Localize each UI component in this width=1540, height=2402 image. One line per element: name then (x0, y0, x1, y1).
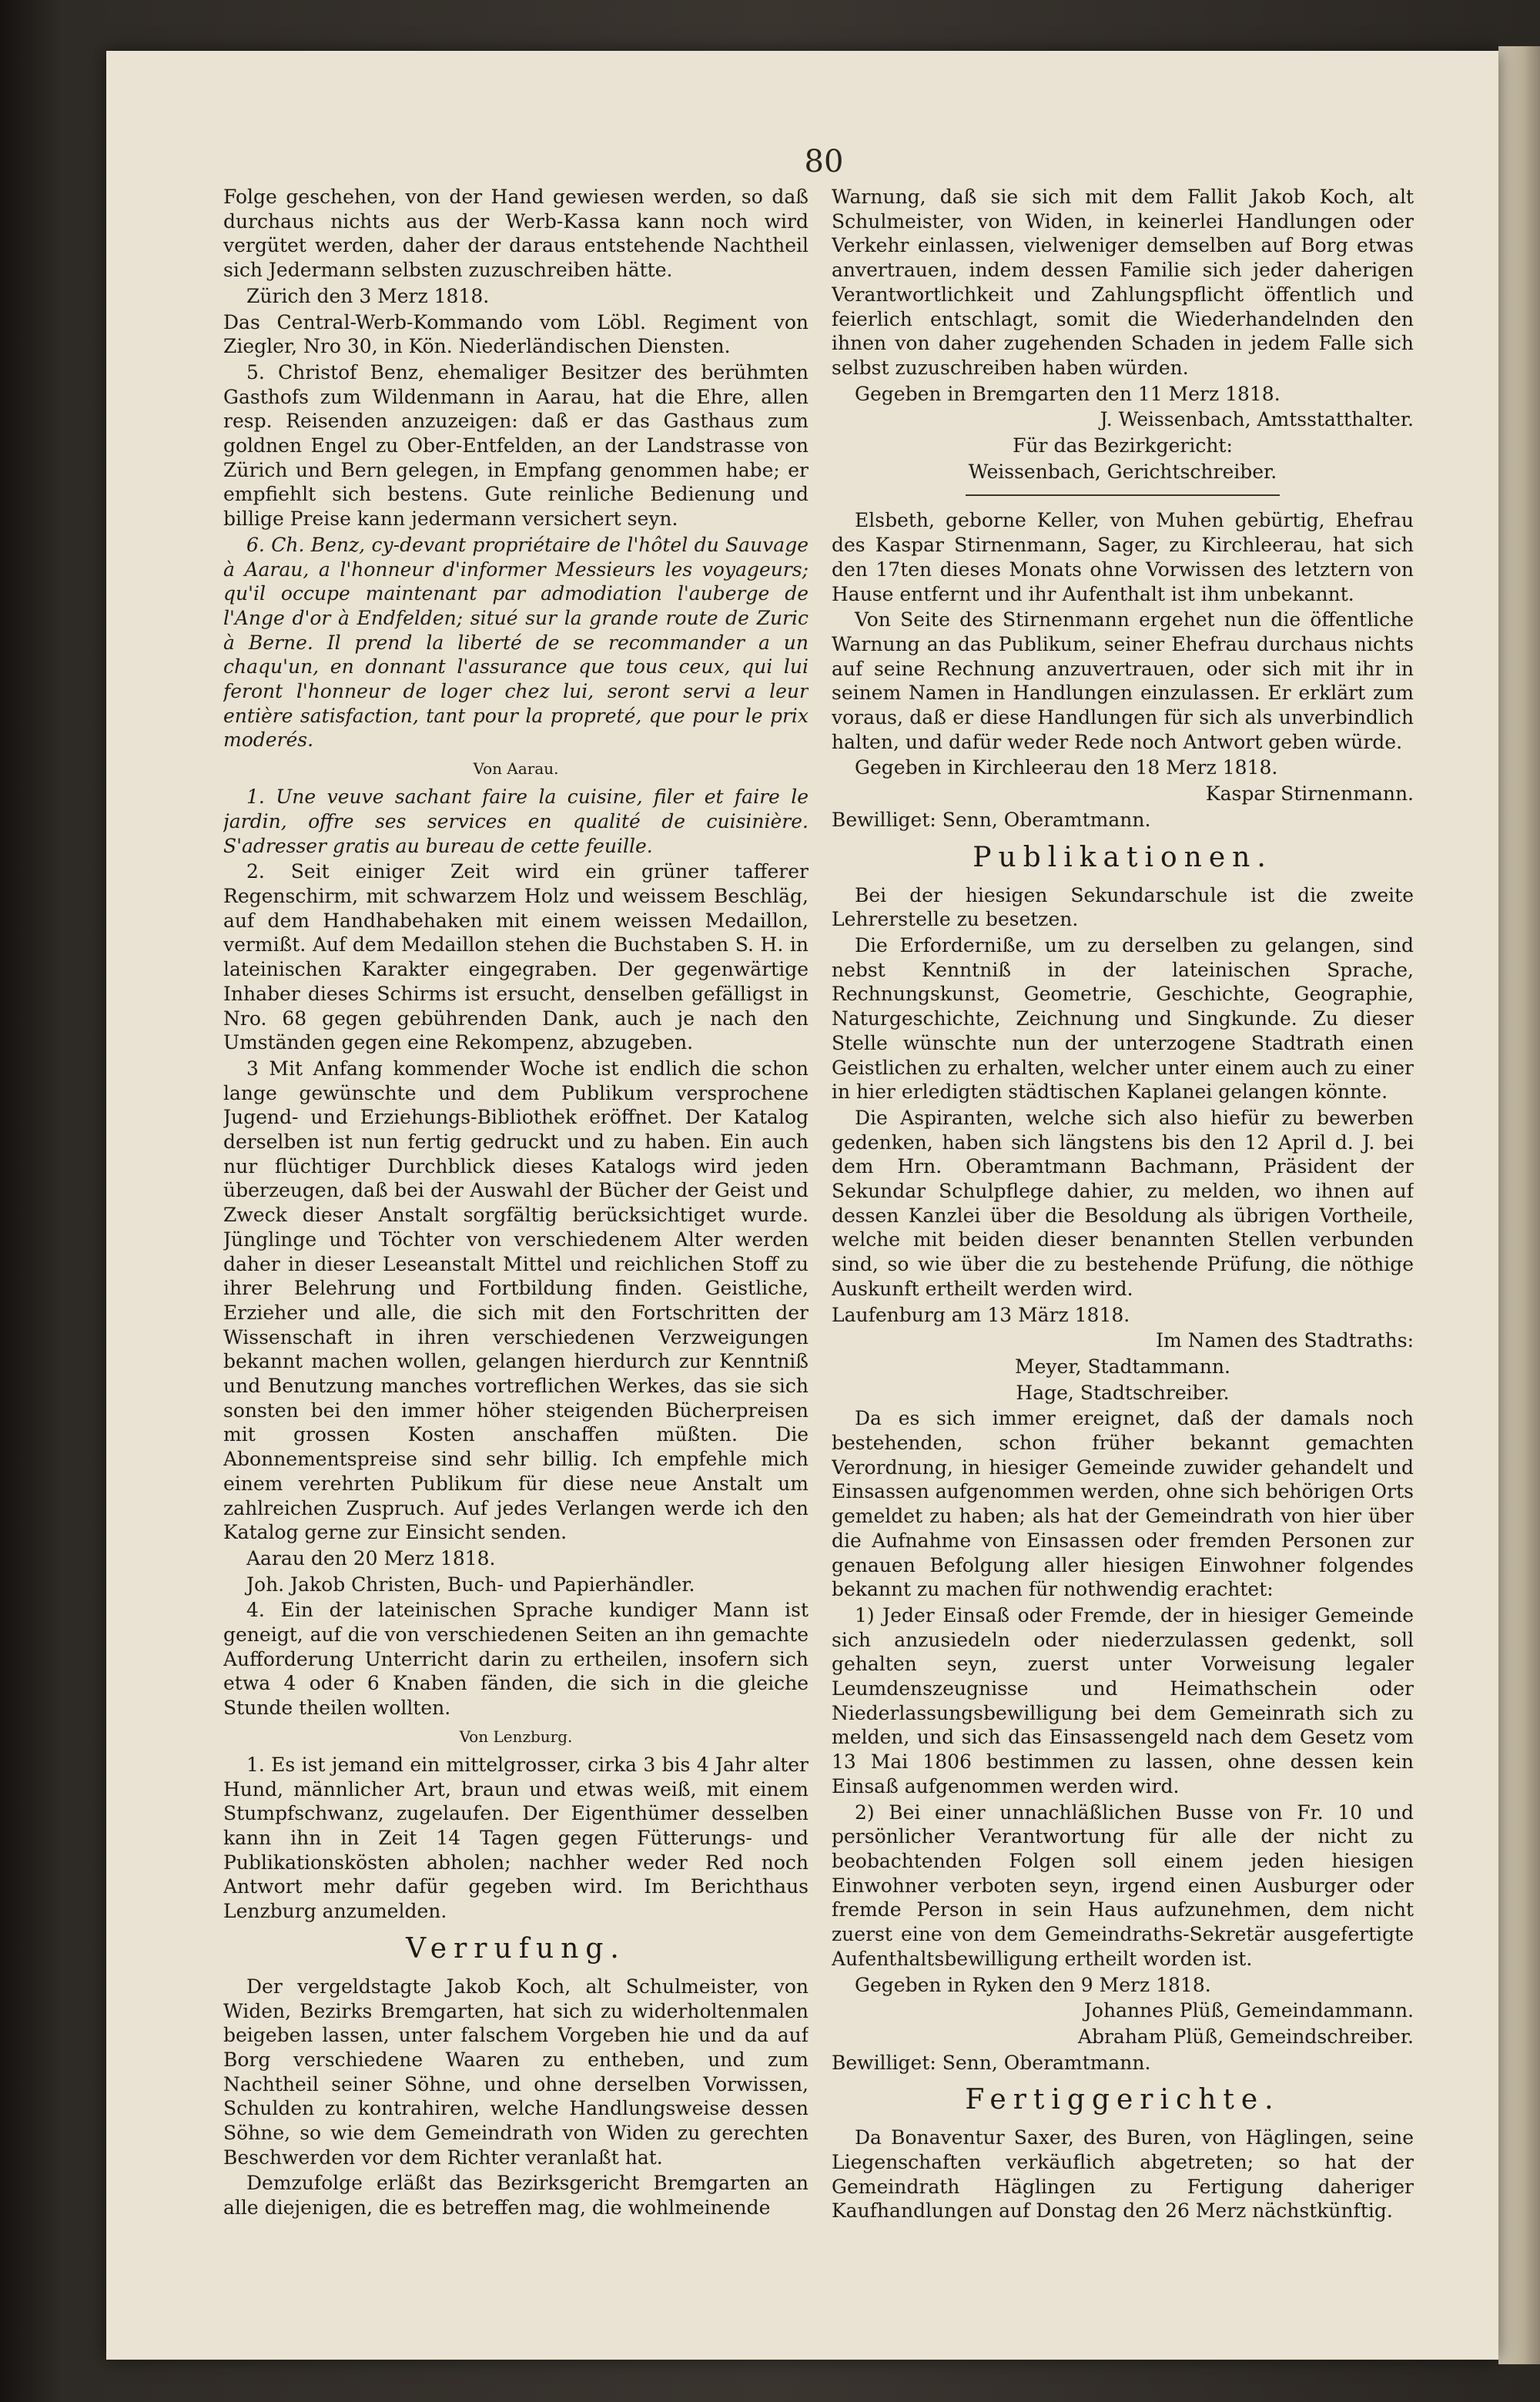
approval-senn-2: Bewilliget: Senn, Oberamtmann. (832, 2051, 1151, 2074)
place-date-laufenburg: Laufenburg am 13 März 1818. (832, 1303, 1130, 1326)
paragraph-ryken-rule-1: 1) Jeder Einsaß oder Fremde, der in hiesiger Gemeinde sich anzusiedeln oder niederzulassen gedenkt, soll gehalten seyn, zuerst unter Vorweisung legaler Leumdenszeugnisse und Heimathschein oder Niederlassungsbewilligung bei dem Gemeinrath sich zu melden, und sich das Einsassengeld nach dem Gesetz vom 13 Mai 1806 bestimmen zu lassen, ohne dessen kein Einsaß aufgenommen werden wird. (832, 1603, 1414, 1797)
page-edge (1498, 46, 1540, 2364)
paragraph-stirnenmann-2: Von Seite des Stirnenmann ergehet nun die öffentliche Warnung an das Publikum, seiner Ehefrau durchaus nichts auf seine Rechnung anzuvertrauen, oder sich mit ihr in seinem Namen in Handlungen einzulassen. Er erklärt zum voraus, daß er diese Handlungen für sich als unverbindlich halten, und dafür weder Rede noch Antwort geben würde. (832, 608, 1414, 753)
section-divider (966, 494, 1280, 496)
paragraph-verrufung-1: Der vergeldstagte Jakob Koch, alt Schulmeister, von Widen, Bezirks Bremgarten, hat sich zu widerholtenmalen beigeben lassen, unter falschem Vorgeben hie und da auf Borg verschiedene Waaren zu entheben, und zum Nachtheil seiner Söhne, und ohne derselben Vorwissen, Schulden zu kontrahiren, welche Handlungsweise dessen Söhne, so wie dem Gemeindrath von Widen zu gerechten Beschwerden vor dem Richter veranlaßt hat. (223, 1975, 808, 2169)
signature-johannes-pluess: Johannes Plüß, Gemeindammann. (1083, 1999, 1414, 2022)
paragraph-aarau-4: 4. Ein der lateinischen Sprache kundiger Mann ist geneigt, auf die von verschiedenen Seiten an ihn gemachte Aufforderung Unterricht darin zu ertheilen, insofern sich etwa 4 oder 6 Knaben fänden, die sich in die gleiche Stunde theilen wollten. (223, 1599, 808, 1720)
signature-bezirkgericht-label: Für das Bezirkgericht: (1013, 434, 1233, 457)
signature-stirnenmann: Kaspar Stirnenmann. (1205, 782, 1414, 806)
place-date-bremgarten: Gegeben in Bremgarten den 11 Merz 1818. (855, 382, 1281, 405)
paragraph-lenzburg-1: 1. Es ist jemand ein mittelgrosser, cirka 3 bis 4 Jahr alter Hund, männlicher Art, braun und etwas weiß, mit einem Stumpfschwanz, zugelaufen. Der Eigenthümer desselben kann ihn in Zeit 14 Tagen gegen Fütterungs- und Publikationskösten abholen; nachher weder Red noch Antwort mehr dafür gegeben wird. Im Berichthaus Lenzburg anzumelden. (223, 1753, 808, 1923)
subheading-aarau: Von Aarau. (473, 759, 559, 779)
signature-hage: Hage, Stadtschreiber. (1016, 1381, 1230, 1404)
paragraph-stirnenmann-1: Elsbeth, geborne Keller, von Muhen gebürtig, Ehefrau des Kaspar Stirnenmann, Sager, zu Kirchleerau, hat sich den 17ten dieses Monats ohne Vorwissen des letztern von Hause entfernt und ihr Aufenthalt ist ihm unbekannt. (832, 509, 1414, 605)
signature-weissenbach: J. Weissenbach, Amtsstatthalter. (1100, 408, 1414, 431)
heading-verrufung: Verrufung. (406, 1932, 626, 1965)
subheading-lenzburg: Von Lenzburg. (459, 1727, 573, 1746)
paragraph-publikationen-3: Die Aspiranten, welche sich also hiefür zu bewerben gedenken, haben sich längstens bis den 12 April d. J. bei dem Hrn. Oberamtmann Bachmann, Präsident der Sekundar Schulpflege dahier, zu melden, wo ihnen auf dessen Kanzlei über die Besoldung als übrigen Vortheile, welche mit beiden dieser benannten Stellen verbunden sind, so wie über die zu bestehende Prüfung, die nöthige Auskunft ertheilt werden wird. (832, 1106, 1414, 1300)
paragraph-ryken-rule-2: 2) Bei einer unnachläßlichen Busse von Fr. 10 und persönlicher Verantwortung für alle der nicht zu beobachtenden Folgen soll einem jeden hiesigen Einwohner verboten seyn, irgend einen Ausburger oder fremde Person in sein Haus aufzunehmen, dem nicht zuerst eine von dem Gemeindraths-Sekretär ausgefertigte Aufenthaltsbewilligung ertheilt worden ist. (832, 1801, 1414, 1970)
signature-stadtrath-label: Im Namen des Stadtraths: (1156, 1329, 1414, 1352)
page-number: 80 (804, 144, 844, 179)
paragraph-aarau-3: 3 Mit Anfang kommender Woche ist endlich die schon lange gewünschte und dem Publikum versprochene Jugend- und Erziehungs-Bibliothek eröffnet. Der Katalog derselben ist nun fertig gedruckt und zu haben. Ein auch nur flüchtiger Durchblick dieses Katalogs wird jeden überzeugen, daß bei der Auswahl der Bücher der Geist und Zweck dieser Anstalt sorgfältig berücksichtiget wurde. Jünglinge und Töchter von verschiedenem Alter werden daher in dieser Leseanstalt Mittel und reichlichen Stoff zu ihrer Belehrung und Fortbildung finden. Geistliche, Erzieher und alle, die sich mit den Fortschritten der Wissenschaft in ihren verschiedenen Verzweigungen bekannt machen wollen, gelangen hierdurch zur Kenntniß und Benutzung manches vortreflichen Werkes, das sie sich sonsten bei den immer höher steigenden Bücherpreisen mit grossen Kosten anschaffen müßten. Die Abonnementspreise sind sehr billig. Ich empfehle mich einem verehrten Publikum für diese neue Anstalt um zahlreichen Zuspruch. Auf jedes Verlangen werde ich den Katalog gerne zur Einsicht senden. (223, 1057, 808, 1544)
signature-gerichtschreiber: Weissenbach, Gerichtschreiber. (968, 460, 1277, 483)
place-date-zuerich: Zürich den 3 Merz 1818. (246, 284, 490, 307)
approval-senn-1: Bewilliget: Senn, Oberamtmann. (832, 808, 1151, 831)
left-column (223, 185, 808, 2318)
paragraph-verrufung-2: Demzufolge erläßt das Bezirksgericht Bremgarten an alle diejenigen, die es betreffen mag, die wohlmeinende (223, 2172, 808, 2219)
paragraph-publikationen-1: Bei der hiesigen Sekundarschule ist die zweite Lehrerstelle zu besetzen. (832, 883, 1414, 931)
paragraph-benz-french: 6. Ch. Benz, cy-devant propriétaire de l'hôtel du Sauvage à Aarau, a l'honneur d'informer Messieurs les voyageurs; qu'il occupe maintenant par admodiation l'auberge de l'Ange d'or à Endfelden; situé sur la grande route de Zuric à Berne. Il prend la liberté de se recommander a un chaqu'un, en donnant l'assurance que tous ceux, qui lui feront l'honneur de loger chez lui, seront servi a leur entière satisfaction, tant pour la propreté, que pour le prix moderés. (223, 533, 808, 752)
place-date-aarau: Aarau den 20 Merz 1818. (246, 1546, 496, 1570)
signature-meyer: Meyer, Stadtammann. (1015, 1355, 1230, 1378)
paragraph-publikationen-2: Die Erforderniße, um zu derselben zu gelangen, sind nebst Kenntniß in der lateinischen Sprache, Rechnungskunst, Geometrie, Geschichte, Geographie, Naturgeschichte, Zeichnung und Singkunde. Zu dieser Stelle wünschte nun der unterzogene Stadtrath einen Geistlichen zu erhalten, welcher unter einem auch zu einer in hier erledigten städtischen Kaplanei gelangen könnte. (832, 933, 1414, 1104)
signature-werb-kommando: Das Central-Werb-Kommando vom Löbl. Regiment von Ziegler, Nro 30, in Kön. Niederländischen Diensten. (223, 310, 808, 358)
paragraph-fertiggerichte-1: Da Bonaventur Saxer, des Buren, von Häglingen, seine Liegenschaften verkäuflich abgetreten; so hat der Gemeindrath Häglingen zu Fertigung daheriger Kaufhandlungen auf Donstag den 26 Merz nächstkünftig. (832, 2126, 1414, 2223)
place-date-kirchleerau: Gegeben in Kirchleerau den 18 Merz 1818. (855, 756, 1278, 779)
paragraph-warnung: Warnung, daß sie sich mit dem Fallit Jakob Koch, alt Schulmeister, von Widen, in keinerlei Handlungen oder Verkehr einlassen, vielweniger demselben auf Borg etwas anvertrauen, indem dessen Familie sich jeder daherigen Verantwortlichkeit und Zahlungspflicht öffentlich und feierlich entschlagt, somit die Wiederhandelnden den ihnen von daher zugehenden Schaden in jedem Falle sich selbst zuzuschreiben haben würden. (832, 186, 1414, 379)
paragraph-ryken-intro: Da es sich immer ereignet, daß der damals noch bestehenden, schon früher bekannt gemachten Verordnung, in hiesiger Gemeinde zuwider gehandelt und Einsassen aufgenommen werden, ohne sich behörigen Orts gemeldet zu haben; als hat der Gemeindrath von hier über die Aufnahme von Einsassen oder fremden Personen zur genauen Befolgung aller hiesigen Einwohner folgendes bekannt zu machen für nothwendig erachtet: (832, 1407, 1414, 1601)
signature-abraham-pluess: Abraham Plüß, Gemeindschreiber. (1077, 2025, 1414, 2048)
paragraph-aarau-1: 1. Une veuve sachant faire la cuisine, filer et faire le jardin, offre ses services en qualité de cuisinière. S'adresser gratis au bureau de cette feuille. (223, 786, 808, 857)
right-column (832, 185, 1414, 2310)
paragraph-werb-notice: Folge geschehen, von der Hand gewiesen werden, so daß durchaus nichts aus der Werb-Kassa kann noch wird vergütet werden, daher der daraus entstehende Nachtheil sich Jedermann selbsten zuzuschreiben hätte. (223, 186, 808, 282)
heading-publikationen: Publikationen. (973, 841, 1273, 873)
heading-fertiggerichte: Fertiggerichte. (965, 2084, 1281, 2116)
place-date-ryken: Gegeben in Ryken den 9 Merz 1818. (855, 1973, 1211, 1996)
paragraph-benz-german: 5. Christof Benz, ehemaliger Besitzer des berühmten Gasthofs zum Wildenmann in Aarau, hat die Ehre, allen resp. Reisenden anzuzeigen: daß er das Gasthaus zum goldnen Engel zu Ober-Entfelden, an der Landstrasse von Zürich und Bern gelegen, in Empfang genommen habe; er empfiehlt sich bestens. Gute reinliche Bedienung und billige Preise kann jedermann versichert seyn. (223, 360, 808, 531)
signature-christen: Joh. Jakob Christen, Buch- und Papierhändler. (246, 1573, 695, 1596)
paragraph-aarau-2: 2. Seit einiger Zeit wird ein grüner tafferer Regenschirm, mit schwarzem Holz und weissem Beschläg, auf dem Handhabehaken mit einem weissen Medaillon, vermißt. Auf dem Medaillon stehen die Buchstaben S. H. in lateinischen Karakter eingegraben. Der gegenwärtige Inhaber dieses Schirms ist ersucht, denselben gefälligst in Nro. 68 gegen gebührenden Dank, auch je nach den Umständen gegen eine Rekompenz, abzugeben. (223, 860, 808, 1054)
